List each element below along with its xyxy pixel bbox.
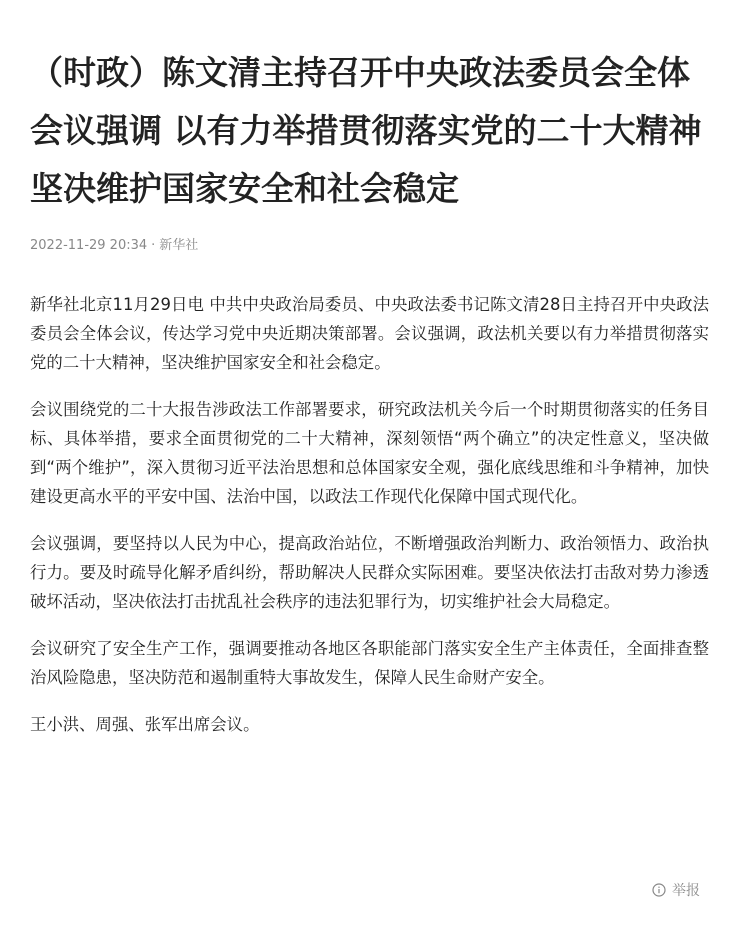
body-paragraph: 新华社北京11月29日电 中共中央政治局委员、中央政法委书记陈文清28日主持召开中央政法委员会全体会议，传达学习党中央近期决策部署。会议强调，政法机关要以有力举措贯彻落实党的二十大精神，坚决维护国家安全和社会稳定。: [30, 295, 709, 372]
report-button[interactable]: [652, 880, 700, 900]
meta-separator: ·: [151, 238, 156, 253]
body-paragraph: 会议围绕党的二十大报告涉政法工作部署要求，研究政法机关今后一个时期贯彻落实的任务目标、具体举措，要求全面贯彻党的二十大精神，深刻领悟“两个确立”的决定性意义，坚决做到“两个维护”，深入贯彻习近平法治思想和总体国家安全观，强化底线思维和斗争精神，加快建设更高水平的平安中国、法治中国，以政法工作现代化保障中国式现代化。: [30, 400, 709, 506]
report-label: 举报: [672, 883, 700, 899]
body-paragraph: 王小洪、周强、张军出席会议。: [30, 715, 260, 734]
article-source: 新华社: [159, 238, 199, 253]
info-circle-icon: [652, 883, 666, 897]
publish-date: 2022-11-29 20:34: [30, 238, 148, 253]
article-meta: [30, 236, 709, 256]
body-paragraph: 会议研究了安全生产工作，强调要推动各地区各职能部门落实安全生产主体责任，全面排查整治风险隐患，坚决防范和遏制重特大事故发生，保障人民生命财产安全。: [30, 639, 709, 687]
article-body: [30, 290, 709, 739]
article-title: （时政）陈文清主持召开中央政法委员会全体会议强调 以有力举措贯彻落实党的二十大精神 坚决维护国家安全和社会稳定: [30, 53, 702, 208]
body-paragraph: 会议强调，要坚持以人民为中心，提高政治站位，不断增强政治判断力、政治领悟力、政治执行力。要及时疏导化解矛盾纠纷，帮助解决人民群众实际困难。要坚决依法打击敌对势力渗透破坏活动，坚决依法打击扰乱社会秩序的违法犯罪行为，切实维护社会大局稳定。: [30, 534, 709, 611]
